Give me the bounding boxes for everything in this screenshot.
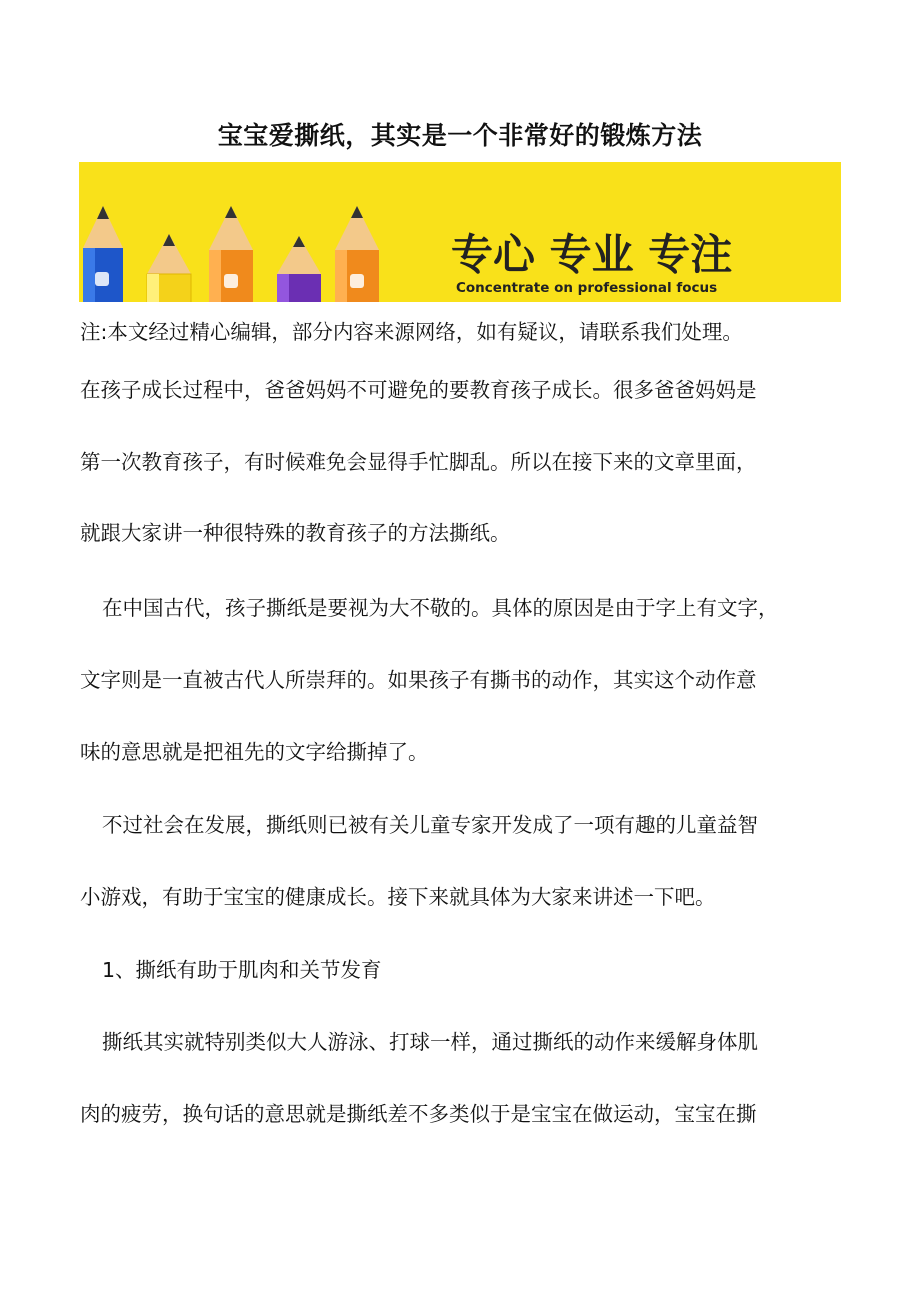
banner-headline: 专心 专业 专注 xyxy=(451,230,733,279)
paragraph-line: 就跟大家讲一种很特殊的教育孩子的方法撕纸。 xyxy=(80,521,511,545)
section-heading: 1、撕纸有助于肌肉和关节发育 xyxy=(102,958,382,982)
paragraph-line: 味的意思就是把祖先的文字给撕掉了。 xyxy=(80,740,429,764)
paragraph-line: 撕纸其实就特别类似大人游泳、打球一样，通过撕纸的动作来缓解身体肌 xyxy=(102,1030,758,1054)
paragraph-line: 小游戏，有助于宝宝的健康成长。接下来就具体为大家来讲述一下吧。 xyxy=(80,885,716,909)
paragraph-line: 不过社会在发展，撕纸则已被有关儿童专家开发成了一项有趣的儿童益智 xyxy=(102,813,758,837)
paragraph-line: 在中国古代，孩子撕纸是要视为大不敬的。具体的原因是由于字上有文字， xyxy=(102,596,779,620)
banner-image xyxy=(79,162,841,302)
editor-note: 注:本文经过精心编辑，部分内容来源网络，如有疑议，请联系我们处理。 xyxy=(80,320,743,344)
paragraph-line: 在孩子成长过程中，爸爸妈妈不可避免的要教育孩子成长。很多爸爸妈妈是 xyxy=(80,378,757,402)
banner-tagline: Concentrate on professional focus xyxy=(456,280,718,296)
paragraph-line: 第一次教育孩子，有时候难免会显得手忙脚乱。所以在接下来的文章里面， xyxy=(80,450,757,474)
paragraph-line: 文字则是一直被古代人所崇拜的。如果孩子有撕书的动作，其实这个动作意 xyxy=(80,668,757,692)
article-title: 宝宝爱撕纸，其实是一个非常好的锻炼方法 xyxy=(217,121,703,150)
paragraph-line: 肉的疲劳，换句话的意思就是撕纸差不多类似于是宝宝在做运动，宝宝在撕 xyxy=(80,1102,757,1126)
